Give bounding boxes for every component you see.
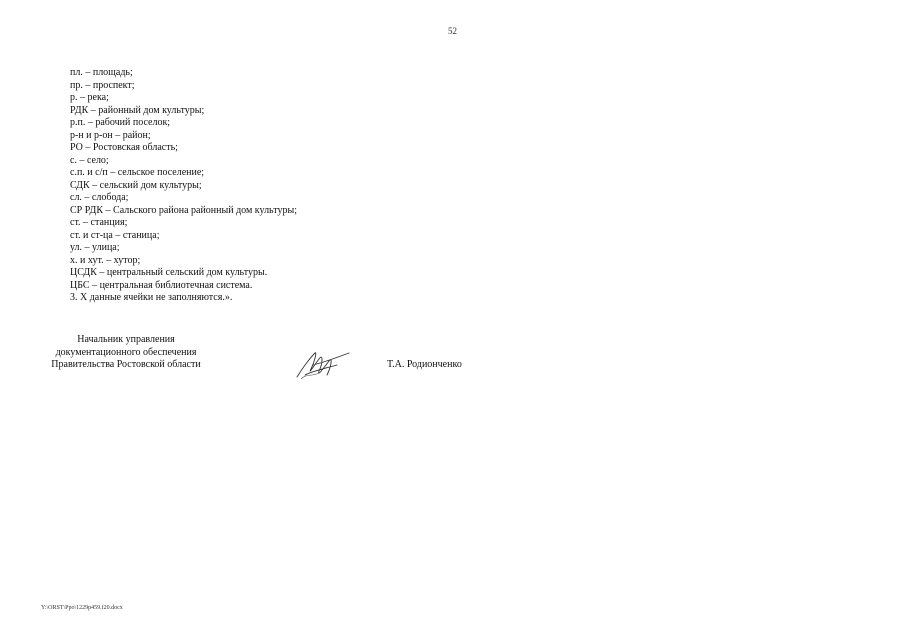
list-item: РО – Ростовская область; — [70, 142, 178, 153]
signatory-title-line: документационного обеспечения — [55, 346, 197, 358]
list-item: 3. Х данные ячейки не заполняются.». — [70, 292, 233, 303]
list-item: РДК – районный дом культуры; — [70, 104, 205, 116]
list-item: СР РДК – Сальского района районный дом культуры; — [70, 204, 297, 216]
list-item: ул. – улица; — [70, 242, 120, 253]
list-item: ЦБС – центральная библиотечная система. — [70, 279, 253, 291]
signer-name: Т.А. Родионченко — [387, 359, 462, 370]
handwritten-signature — [293, 347, 353, 383]
list-item: ЦСДК – центральный сельский дом культуры. — [70, 267, 268, 278]
list-item: СДК – сельский дом культуры; — [70, 179, 202, 191]
list-item: пл. – площадь; — [70, 67, 133, 78]
list-item: с. – село; — [70, 154, 109, 166]
list-item: пр. – проспект; — [70, 79, 135, 91]
list-item: р. – река; — [70, 92, 109, 103]
list-item: х. и хут. – хутор; — [70, 254, 141, 266]
list-item: сл. – слобода; — [70, 192, 129, 203]
list-item: с.п. и с/п – сельское поселение; — [70, 167, 205, 178]
list-item: ст. и ст-ца – станица; — [70, 229, 160, 241]
list-item: р-н и р-он – район; — [70, 129, 151, 141]
signatory-title — [41, 334, 211, 372]
page-number: 52 — [448, 26, 457, 36]
list-item: ст. – станция; — [70, 217, 128, 228]
signatory-title-line: Начальник управления — [77, 334, 175, 345]
abbreviation-list — [70, 67, 297, 305]
signatory-title-line: Правительства Ростовской области — [51, 359, 201, 370]
file-path: Y:\ORST\Ppo\1229p459.f20.docx — [41, 605, 123, 611]
list-item: р.п. – рабочий поселок; — [70, 117, 171, 128]
